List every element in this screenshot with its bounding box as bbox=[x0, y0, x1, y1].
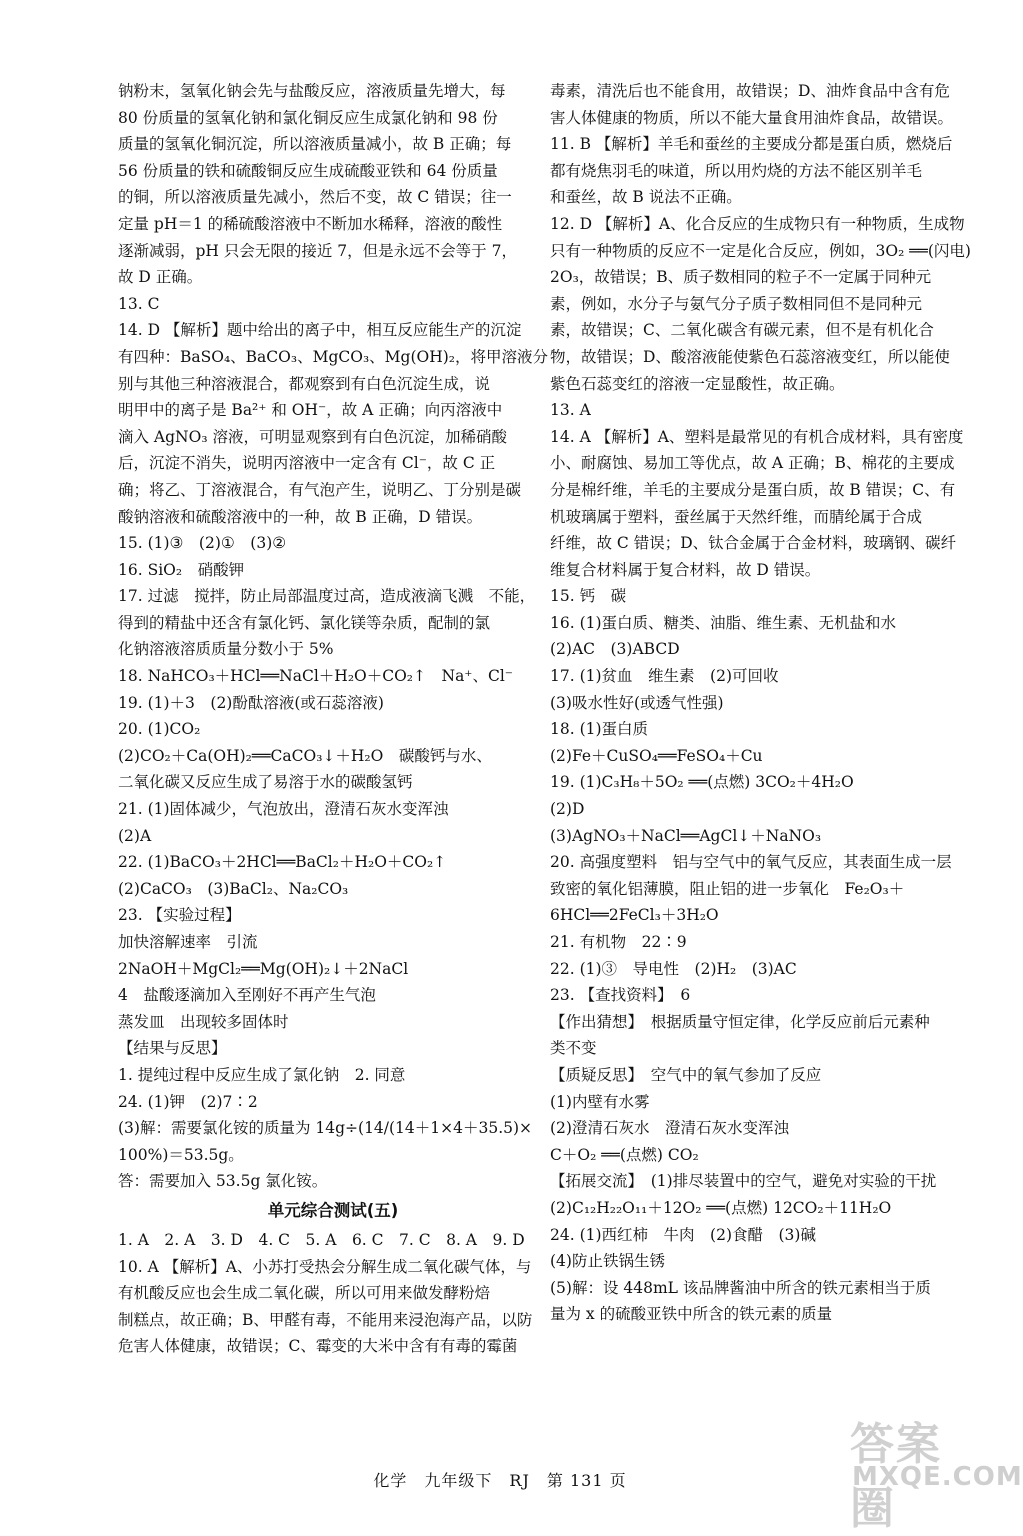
text-line: (3)AgNO₃＋NaCl══AgCl↓＋NaNO₃ bbox=[550, 826, 822, 845]
text-line: 有四种：BaSO₄、BaCO₃、MgCO₃、Mg(OH)₂，将甲溶液分 bbox=[118, 347, 548, 366]
text-line: 质量的氢氧化铜沉淀，所以溶液质量减小，故 B 正确；每 bbox=[118, 135, 512, 154]
text-line: 17. (1)贫血 维生素 (2)可回收 bbox=[550, 667, 779, 686]
text-line: 蒸发皿 出现较多固体时 bbox=[118, 1012, 289, 1031]
text-line: (2)澄清石灰水 澄清石灰水变浑浊 bbox=[550, 1119, 789, 1138]
text-line: 素，例如，水分子与氨气分子质子数相同但不是同种元 bbox=[550, 294, 923, 313]
text-line: 1. A 2. A 3. D 4. C 5. A 6. C 7. C 8. A 9. D bbox=[118, 1230, 525, 1249]
text-line: (1)内壁有水雾 bbox=[550, 1092, 650, 1111]
text-line: 11. B 【解析】羊毛和蚕丝的主要成分都是蛋白质，燃烧后 bbox=[550, 135, 953, 154]
text-line: 19. (1)C₃H₈＋5O₂ ══(点燃) 3CO₂＋4H₂O bbox=[550, 773, 854, 792]
text-line: 24. (1)西红柿 牛肉 (2)食醋 (3)碱 bbox=[550, 1225, 816, 1244]
text-line: (2)CaCO₃ (3)BaCl₂、Na₂CO₃ bbox=[118, 879, 349, 898]
text-line: 18. NaHCO₃＋HCl══NaCl＋H₂O＋CO₂↑ Na⁺、Cl⁻ bbox=[118, 667, 513, 686]
text-line: 20. 高强度塑料 铝与空气中的氧气反应，其表面生成一层 bbox=[550, 853, 952, 872]
text-line: 得到的精盐中还含有氯化钙、氯化镁等杂质，配制的氯 bbox=[118, 613, 491, 632]
text-line: 物，故错误；D、酸溶液能使紫色石蕊溶液变红，所以能使 bbox=[550, 347, 950, 366]
text-line: 16. (1)蛋白质、糖类、油脂、维生素、无机盐和水 bbox=[550, 613, 897, 632]
text-line: 2NaOH＋MgCl₂══Mg(OH)₂↓＋2NaCl bbox=[118, 959, 409, 978]
text-line: 24. (1)钾 (2)7∶2 bbox=[118, 1092, 258, 1111]
text-line: 酸钠溶液和硫酸溶液中的一种，故 B 正确，D 错误。 bbox=[118, 507, 483, 526]
text-line: 毒素，清洗后也不能食用，故错误；D、油炸食品中含有危 bbox=[550, 82, 950, 100]
text-line: C＋O₂ ══(点燃) CO₂ bbox=[550, 1145, 699, 1164]
text-line: 1. 提纯过程中反应生成了氯化钠 2. 同意 bbox=[118, 1065, 406, 1084]
text-line: (3)吸水性好(或透气性强) bbox=[550, 693, 724, 712]
text-line: 22. (1)③ 导电性 (2)H₂ (3)AC bbox=[550, 959, 797, 978]
text-line: 14. A 【解析】A、塑料是最常见的有机合成材料，具有密度 bbox=[550, 427, 964, 446]
text-line: 【质疑反思】 空气中的氧气参加了反应 bbox=[550, 1065, 822, 1084]
text-line: 19. (1)＋3 (2)酚酞溶液(或石蕊溶液) bbox=[118, 693, 384, 712]
text-line: (2)AC (3)ABCD bbox=[550, 640, 680, 659]
text-line: 【结果与反思】 bbox=[118, 1039, 227, 1058]
text-line: 别与其他三种溶液混合，都观察到有白色沉淀生成，说 bbox=[118, 374, 491, 393]
text-line: 16. SiO₂ 硝酸钾 bbox=[118, 560, 245, 579]
text-line: (2)Fe＋CuSO₄══FeSO₄＋Cu bbox=[550, 746, 763, 765]
watermark-logo bbox=[848, 1408, 1023, 1534]
text-line: 17. 过滤 搅拌，防止局部温度过高，造成液滴飞溅 不能， bbox=[118, 587, 536, 606]
text-line: 10. A 【解析】A、小苏打受热会分解生成二氧化碳气体，与 bbox=[118, 1257, 532, 1276]
text-line: 危害人体健康，故错误；C、霉变的大米中含有有毒的霉菌 bbox=[118, 1337, 518, 1356]
text-line: 100%)＝53.5g。 bbox=[118, 1145, 244, 1164]
text-line: 维复合材料属于复合材料，故 D 错误。 bbox=[550, 560, 821, 579]
text-line: 15. (1)③ (2)① (3)② bbox=[118, 534, 287, 553]
text-line: 加快溶解速率 引流 bbox=[118, 933, 258, 951]
text-line: 和蚕丝，故 B 说法不正确。 bbox=[550, 188, 742, 207]
text-line: (2)A bbox=[118, 826, 152, 845]
text-line: 都有烧焦羽毛的味道，所以用灼烧的方法不能区别羊毛 bbox=[550, 161, 923, 180]
text-line: 分是棉纤维，羊毛的主要成分是蛋白质，故 B 错误；C、有 bbox=[550, 480, 956, 499]
text-line: 【作出猜想】 根据质量守恒定律，化学反应前后元素种 bbox=[550, 1012, 930, 1031]
page-footer: 化学 九年级下 RJ 第 131 页 bbox=[373, 1471, 627, 1490]
left-column bbox=[118, 78, 548, 1360]
text-line: (5)解：设 448mL 该品牌酱油中所含的铁元素相当于质 bbox=[550, 1278, 931, 1297]
text-line: 15. 钙 碳 bbox=[550, 587, 627, 606]
text-line: 有机酸反应也会生成二氧化碳，所以可用来做发酵粉焙 bbox=[118, 1284, 491, 1303]
text-line: 确；将乙、丁溶液混合，有气泡产生，说明乙、丁分别是碳 bbox=[118, 480, 522, 499]
text-line: (3)解：需要氯化铵的质量为 14g÷(14/(14＋1×4＋35.5)× bbox=[118, 1119, 533, 1138]
text-line: 22. (1)BaCO₃＋2HCl══BaCl₂＋H₂O＋CO₂↑ bbox=[118, 853, 447, 872]
text-line: 只有一种物质的反应不一定是化合反应，例如，3O₂ ══(闪电) bbox=[550, 241, 971, 260]
text-line: 素，故错误；C、二氧化碳含有碳元素，但不是有机化合 bbox=[550, 321, 934, 340]
text-line: 单元综合测试(五) bbox=[267, 1200, 399, 1220]
text-line: (2)C₁₂H₂₂O₁₁＋12O₂ ══(点燃) 12CO₂＋11H₂O bbox=[550, 1198, 892, 1217]
text-line: 类不变 bbox=[550, 1039, 597, 1058]
text-line: 化钠溶液溶质质量分数小于 5% bbox=[118, 640, 334, 659]
text-line: 18. (1)蛋白质 bbox=[550, 720, 649, 739]
text-line: 害人体健康的物质，所以不能大量食用油炸食品，故错误。 bbox=[550, 108, 954, 127]
text-line: 滴入 AgNO₃ 溶液，可明显观察到有白色沉淀，加稀硝酸 bbox=[118, 427, 507, 446]
text-line: 56 份质量的铁和硫酸铜反应生成硫酸亚铁和 64 份质量 bbox=[118, 161, 498, 180]
text-line: 【拓展交流】 (1)排尽装置中的空气，避免对实验的干扰 bbox=[550, 1172, 937, 1191]
watermark-url: MXQE.COM bbox=[852, 1462, 1023, 1492]
text-line: 20. (1)CO₂ bbox=[118, 720, 201, 739]
text-line: 钠粉末，氢氧化钠会先与盐酸反应，溶液质量先增大，每 bbox=[118, 82, 506, 100]
text-line: 14. D 【解析】题中给出的离子中，相互反应能生产的沉淀 bbox=[118, 321, 522, 340]
text-line: 紫色石蕊变红的溶液一定显酸性，故正确。 bbox=[550, 374, 845, 393]
text-line: 13. C bbox=[118, 294, 160, 313]
text-line: 纤维，故 C 错误；D、钛合金属于合金材料，玻璃钢、碳纤 bbox=[550, 534, 957, 553]
text-line: 23. 【查找资料】 6 bbox=[550, 986, 691, 1005]
text-line: 6HCl══2FeCl₃＋3H₂O bbox=[550, 906, 719, 925]
text-line: 4 盐酸逐滴加入至刚好不再产生气泡 bbox=[118, 986, 376, 1005]
text-line: 13. A bbox=[550, 401, 591, 420]
text-line: 二氧化碳又反应生成了易溶于水的碳酸氢钙 bbox=[118, 773, 413, 792]
text-line: 答：需要加入 53.5g 氯化铵。 bbox=[118, 1172, 328, 1191]
watermark-text: 答案圈 bbox=[850, 1419, 942, 1534]
text-line: 12. D 【解析】A、化合反应的生成物只有一种物质，生成物 bbox=[550, 214, 965, 233]
text-line: 2O₃，故错误；B、质子数相同的粒子不一定属于同种元 bbox=[550, 268, 932, 287]
text-line: 量为 x 的硫酸亚铁中所含的铁元素的质量 bbox=[550, 1305, 833, 1324]
text-line: 故 D 正确。 bbox=[118, 268, 203, 287]
text-line: 21. 有机物 22∶9 bbox=[550, 933, 687, 951]
text-line: 21. (1)固体减少，气泡放出，澄清石灰水变浑浊 bbox=[118, 800, 449, 819]
text-line: (2)CO₂＋Ca(OH)₂══CaCO₃↓＋H₂O 碳酸钙与水、 bbox=[118, 746, 492, 765]
text-line: 23. 【实验过程】 bbox=[118, 906, 241, 925]
text-line: 80 份质量的氢氧化钠和氯化铜反应生成氯化钠和 98 份 bbox=[118, 108, 498, 127]
right-column bbox=[550, 78, 971, 1328]
text-line: 小、耐腐蚀、易加工等优点，故 A 正确；B、棉花的主要成 bbox=[550, 454, 955, 473]
text-line: 制糕点，故正确；B、甲醛有毒，不能用来浸泡海产品，以防 bbox=[118, 1310, 533, 1329]
text-line: 明甲中的离子是 Ba²⁺ 和 OH⁻，故 A 正确；向丙溶液中 bbox=[118, 401, 503, 420]
text-line: (4)防止铁锅生锈 bbox=[550, 1252, 665, 1271]
text-line: 的铜，所以溶液质量先减小，然后不变，故 C 错误；往一 bbox=[118, 188, 512, 207]
text-line: 定量 pH＝1 的稀硫酸溶液中不断加水稀释，溶液的酸性 bbox=[118, 214, 503, 233]
text-line: 机玻璃属于塑料，蚕丝属于天然纤维，而腈纶属于合成 bbox=[550, 507, 923, 526]
text-line: 后，沉淀不消失，说明丙溶液中一定含有 Cl⁻，故 C 正 bbox=[118, 454, 496, 473]
text-line: 逐渐减弱，pH 只会无限的接近 7，但是永远不会等于 7， bbox=[118, 241, 517, 260]
text-line: (2)D bbox=[550, 800, 585, 819]
text-line: 致密的氧化铝薄膜，阻止铝的进一步氧化 Fe₂O₃＋ bbox=[550, 879, 905, 898]
